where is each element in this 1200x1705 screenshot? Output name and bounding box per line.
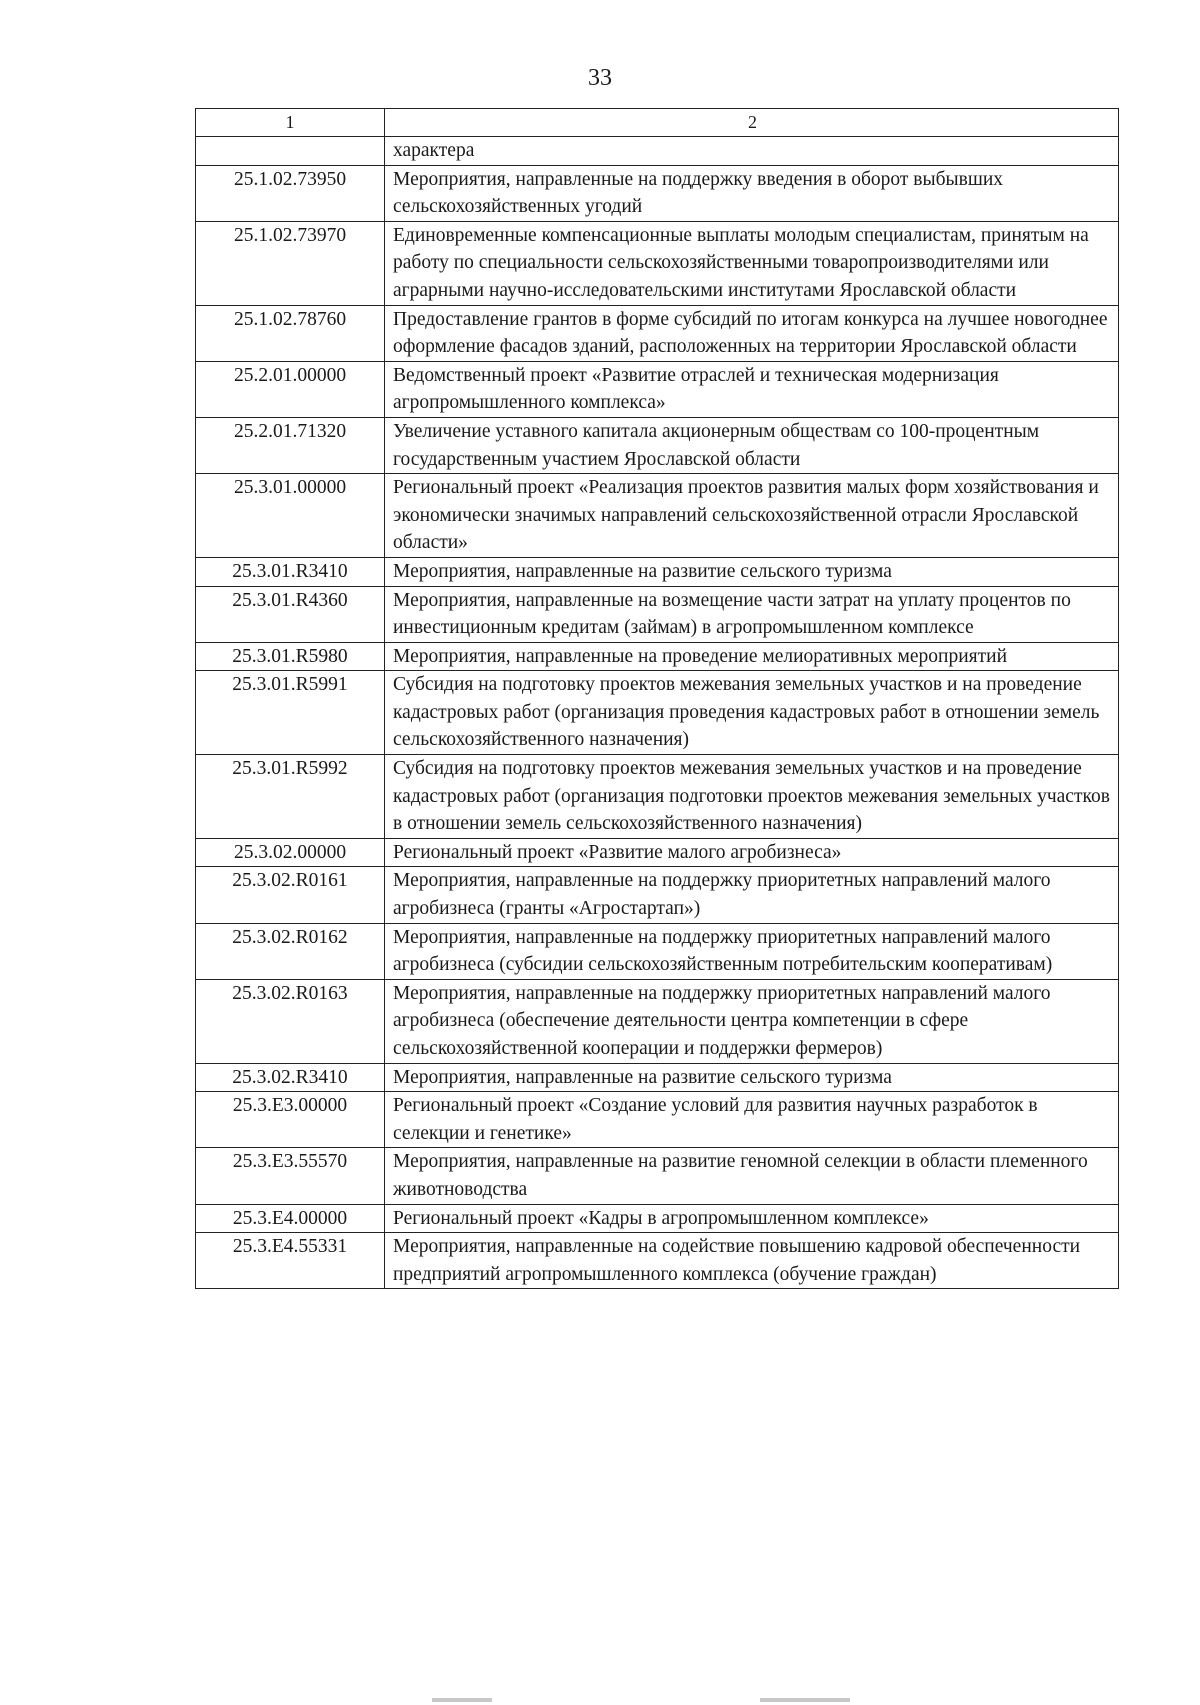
- row-code: 25.3.01.R5980: [196, 642, 385, 671]
- row-description: Мероприятия, направленные на поддержку введения в оборот выбывших сельскохозяйственных угодий: [385, 165, 1119, 221]
- column-header-row: [196, 109, 1119, 137]
- table-row: [196, 165, 1119, 221]
- row-description: Мероприятия, направленные на поддержку приоритетных направлений малого агробизнеса (субсидии сельскохозяйственным потребительским кооперативам): [385, 923, 1119, 979]
- row-code: 25.2.01.71320: [196, 417, 385, 473]
- column-header-code: 1: [196, 109, 385, 137]
- row-code: [196, 137, 385, 166]
- row-code: 25.3.E3.55570: [196, 1148, 385, 1204]
- row-description: Региональный проект «Реализация проектов развития малых форм хозяйствования и экономически значимых направлений сельскохозяйственной отрасли Ярославской области»: [385, 474, 1119, 558]
- column-header-description: 2: [385, 109, 1119, 137]
- row-description: Региональный проект «Развитие малого агробизнеса»: [385, 838, 1119, 867]
- scan-artifact-left: [432, 1698, 492, 1702]
- row-code: 25.1.02.73970: [196, 221, 385, 305]
- row-description: Мероприятия, направленные на возмещение части затрат на уплату процентов по инвестиционным кредитам (займам) в агропромышленном комплексе: [385, 586, 1119, 642]
- page-number: 33: [588, 65, 612, 91]
- row-description: Мероприятия, направленные на поддержку приоритетных направлений малого агробизнеса (обеспечение деятельности центра компетенции в сфере сельскохозяйственной кооперации и поддержки фермеров): [385, 979, 1119, 1063]
- row-code: 25.3.01.R4360: [196, 586, 385, 642]
- row-description: Увеличение уставного капитала акционерным обществам со 100-процентным государственным участием Ярославской области: [385, 417, 1119, 473]
- table-row: [196, 1063, 1119, 1092]
- classification-table: [195, 108, 1119, 1289]
- row-description: Предоставление грантов в форме субсидий по итогам конкурса на лучшее новогоднее оформление фасадов зданий, расположенных на территории Ярославской области: [385, 305, 1119, 361]
- row-description: Региональный проект «Кадры в агропромышленном комплексе»: [385, 1204, 1119, 1233]
- row-code: 25.3.01.R5992: [196, 755, 385, 839]
- table-row: [196, 867, 1119, 923]
- table-row: [196, 557, 1119, 586]
- table-row: [196, 1233, 1119, 1289]
- table-row: [196, 305, 1119, 361]
- row-code: 25.1.02.78760: [196, 305, 385, 361]
- row-description: Мероприятия, направленные на поддержку приоритетных направлений малого агробизнеса (гранты «Агростартап»): [385, 867, 1119, 923]
- row-code: 25.3.02.R3410: [196, 1063, 385, 1092]
- table-row: [196, 474, 1119, 558]
- row-description: Ведомственный проект «Развитие отраслей и техническая модернизация агропромышленного комплекса»: [385, 361, 1119, 417]
- row-code: 25.2.01.00000: [196, 361, 385, 417]
- table-row: [196, 361, 1119, 417]
- table-row: [196, 671, 1119, 755]
- row-description: Мероприятия, направленные на развитие сельского туризма: [385, 557, 1119, 586]
- table-row: [196, 838, 1119, 867]
- table-row: [196, 1148, 1119, 1204]
- table-row: [196, 221, 1119, 305]
- row-code: 25.1.02.73950: [196, 165, 385, 221]
- row-description: Субсидия на подготовку проектов межевания земельных участков и на проведение кадастровых работ (организация подготовки проектов межевания земельных участков в отношении земель сельскохозяйственного назначения): [385, 755, 1119, 839]
- row-code: 25.3.01.R5991: [196, 671, 385, 755]
- table-row: [196, 642, 1119, 671]
- table-row: [196, 1092, 1119, 1148]
- table-row: [196, 979, 1119, 1063]
- row-description: характера: [385, 137, 1119, 166]
- row-code: 25.3.E4.55331: [196, 1233, 385, 1289]
- row-code: 25.3.02.R0161: [196, 867, 385, 923]
- row-description: Субсидия на подготовку проектов межевания земельных участков и на проведение кадастровых работ (организация проведения кадастровых работ в отношении земель сельскохозяйственного назначения): [385, 671, 1119, 755]
- table-row: [196, 417, 1119, 473]
- row-code: 25.3.01.00000: [196, 474, 385, 558]
- row-code: 25.3.E3.00000: [196, 1092, 385, 1148]
- table-row: [196, 1204, 1119, 1233]
- table-row: [196, 586, 1119, 642]
- row-description: Единовременные компенсационные выплаты молодым специалистам, принятым на работу по специальности сельскохозяйственными товаропроизводителями или аграрными научно-исследовательскими институтами Ярославской области: [385, 221, 1119, 305]
- row-code: 25.3.02.R0163: [196, 979, 385, 1063]
- table-row: [196, 755, 1119, 839]
- row-code: 25.3.E4.00000: [196, 1204, 385, 1233]
- row-code: 25.3.02.00000: [196, 838, 385, 867]
- row-description: Мероприятия, направленные на содействие повышению кадровой обеспеченности предприятий агропромышленного комплекса (обучение граждан): [385, 1233, 1119, 1289]
- table-row: [196, 923, 1119, 979]
- row-description: Мероприятия, направленные на развитие геномной селекции в области племенного животноводства: [385, 1148, 1119, 1204]
- scan-artifact-right: [760, 1698, 850, 1702]
- table-row: [196, 137, 1119, 166]
- row-code: 25.3.01.R3410: [196, 557, 385, 586]
- row-description: Региональный проект «Создание условий для развития научных разработок в селекции и генетике»: [385, 1092, 1119, 1148]
- row-code: 25.3.02.R0162: [196, 923, 385, 979]
- row-description: Мероприятия, направленные на развитие сельского туризма: [385, 1063, 1119, 1092]
- row-description: Мероприятия, направленные на проведение мелиоративных мероприятий: [385, 642, 1119, 671]
